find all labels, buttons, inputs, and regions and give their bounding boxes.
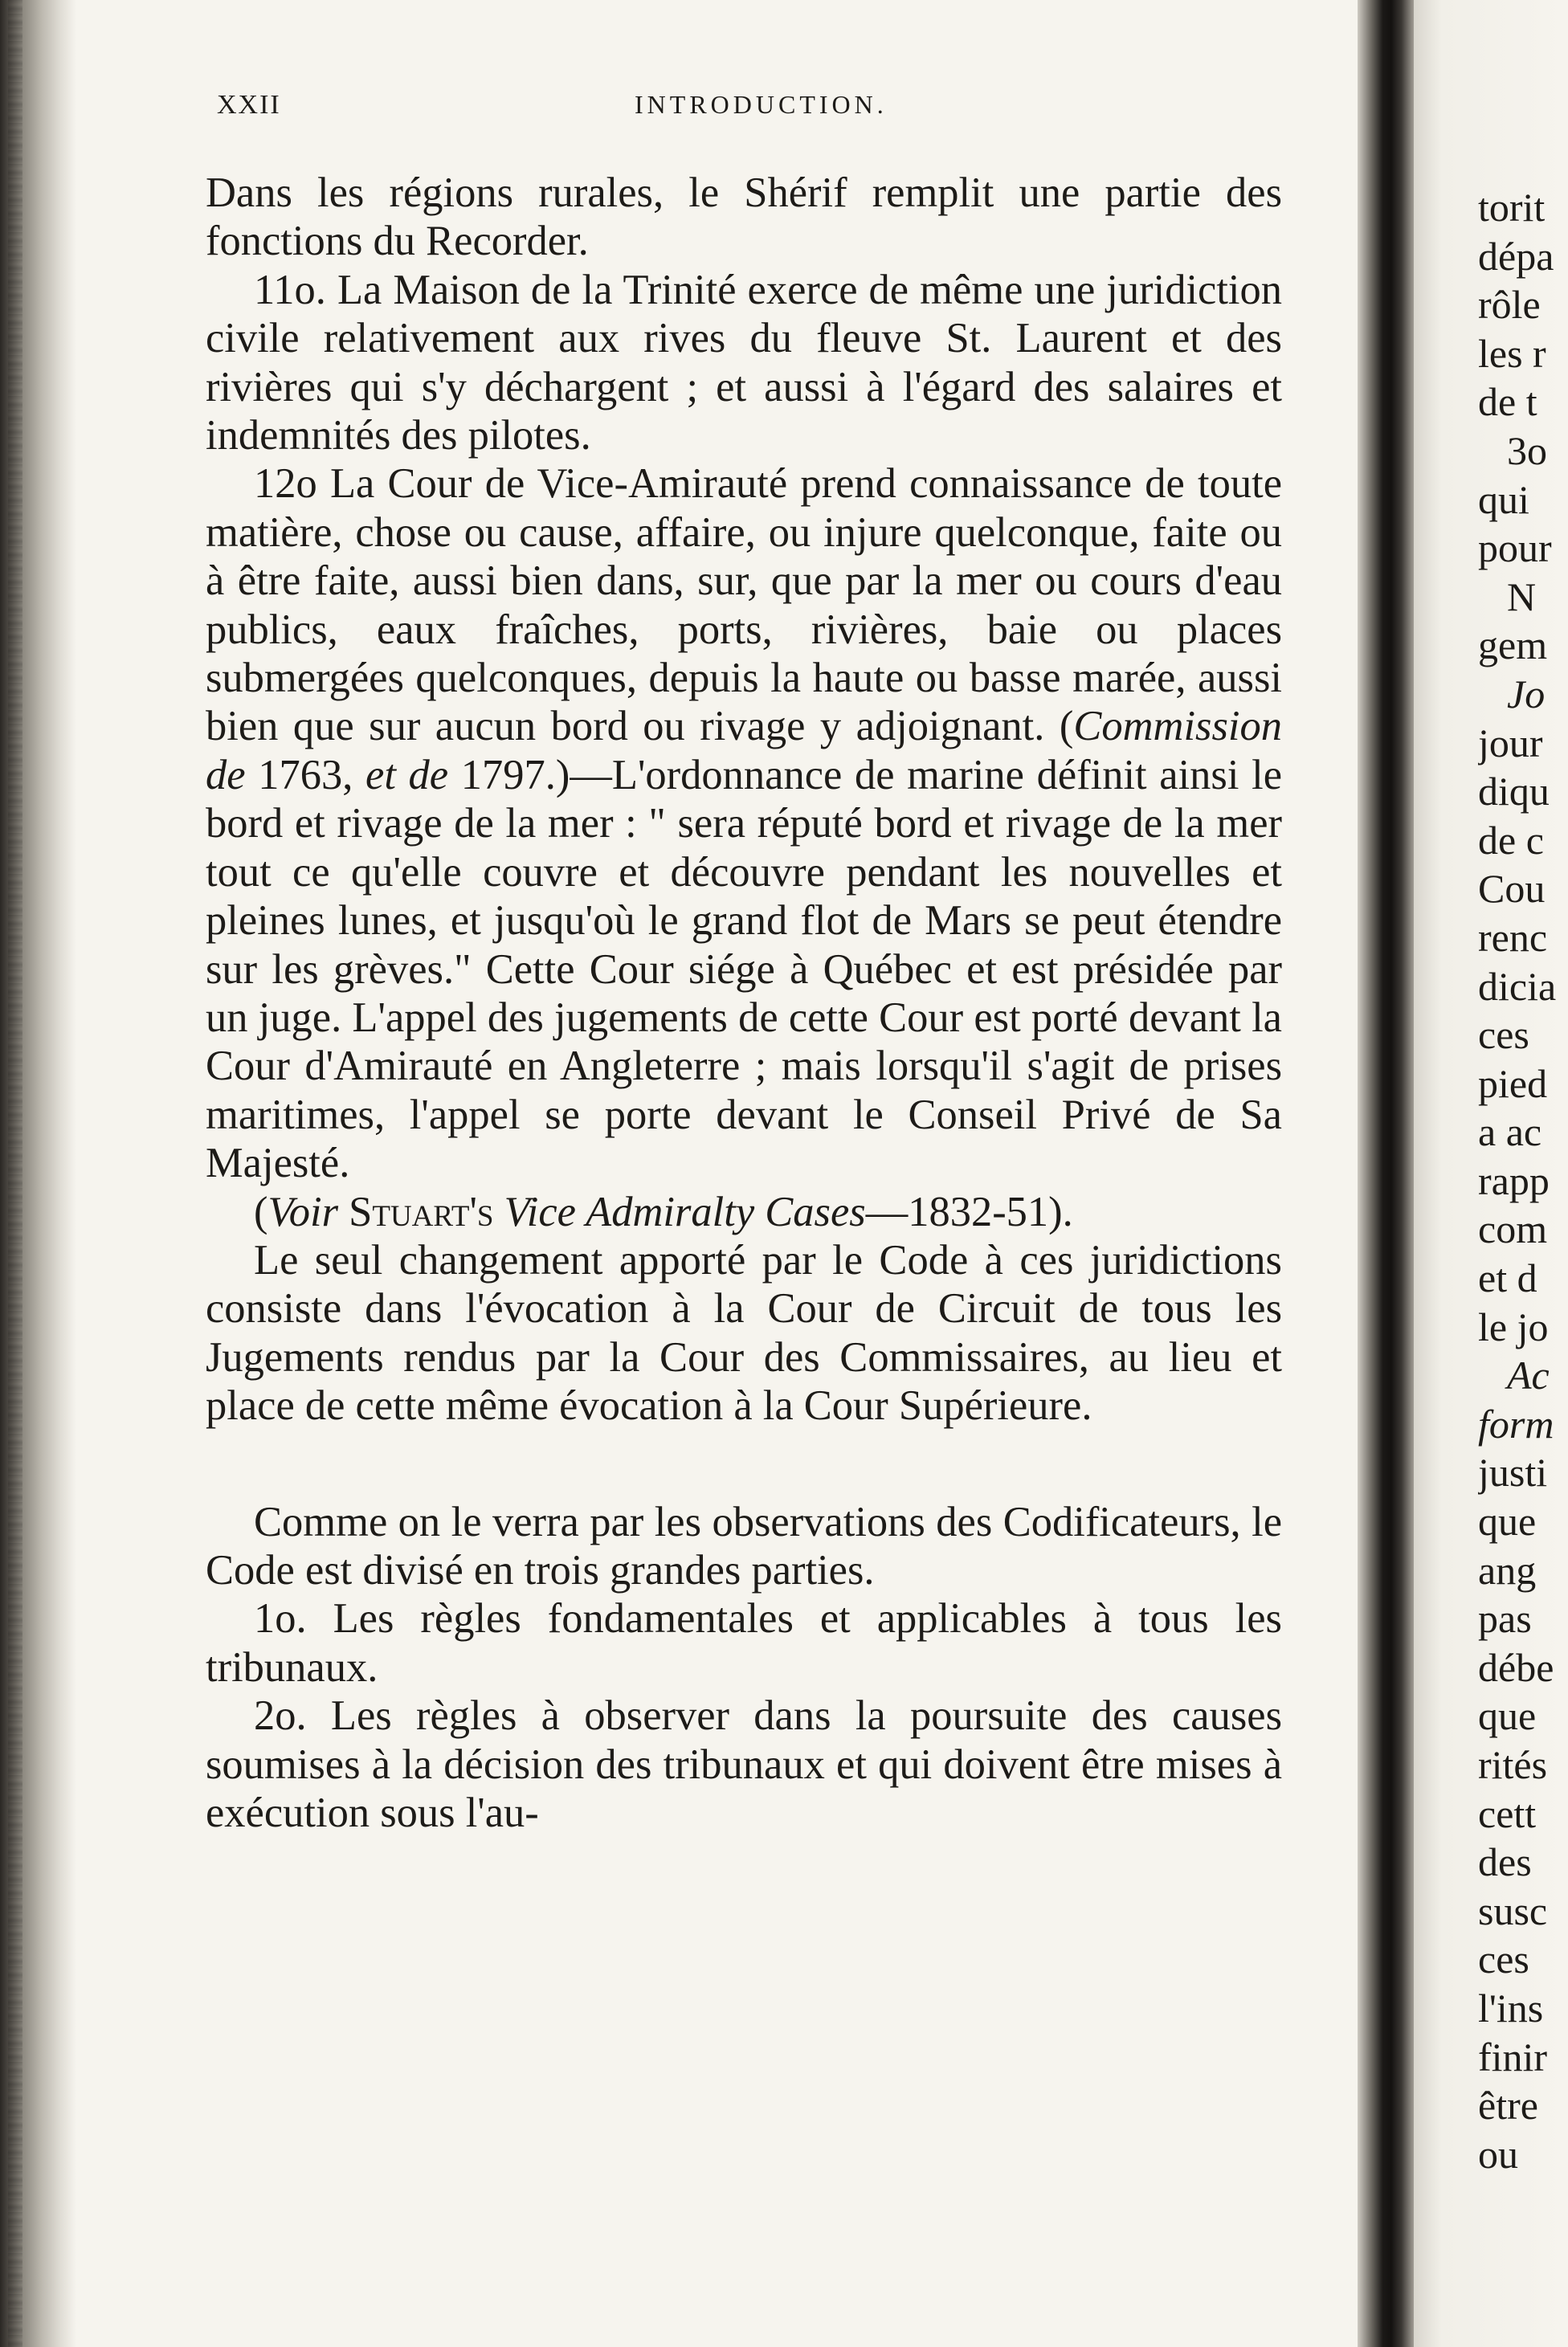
fragment-line: l'ins [1478,1985,1544,2031]
fragment-line: 3o [1507,427,1547,473]
section-gap [206,1431,1282,1498]
vice-admiralty-text-c: 1797.)—L'ordonnance de marine définit ainsi le bord et rivage de la mer : " sera réputé bord et rivage de la mer tout ce qu'elle couvre et découvre pendant les nouvelles et pleines lunes, et jusqu'où le grand flot de Mars se peut étendre sur les grèves." Cette Cour siége à Québec et est présidée par un juge. L'appel des jugements de cette Cour est porté devant la Cour d'Amirauté en Angleterre ; mais lorsqu'il s'agit de prises maritimes, l'appel se porte devant le Conseil Privé de Sa Majesté. [206,751,1282,1187]
fragment-line: qui [1478,476,1529,522]
citation-commission: Commission de [206,703,1282,798]
fragment-line: justi [1478,1450,1548,1496]
fragment-line: susc [1478,1888,1548,1933]
book-gutter [1358,0,1414,2347]
facing-page-fragments [1478,183,1568,2178]
fragment-line: que [1478,1499,1537,1545]
citation-et-de: et de [365,751,449,798]
fragment-line: a ac [1478,1109,1542,1155]
fragment-line: Jo [1507,671,1546,716]
fragment-line: rapp [1478,1157,1550,1203]
running-header [217,90,1309,130]
fragment-line: com [1478,1206,1548,1252]
fragment-line: N [1507,573,1537,619]
fragment-line: ou [1478,2131,1518,2177]
fragment-line: Cou [1478,866,1546,912]
paragraph-sherif: Dans les régions rurales, le Shérif remplit une partie des fonctions du Recorder. [206,169,1282,265]
fragment-line: pas [1478,1596,1532,1642]
fragment-line: que [1478,1693,1537,1739]
fragment-line: cett [1478,1790,1537,1836]
stuart-author: Stuart's [349,1188,494,1235]
stuart-close: —1832-51). [865,1188,1073,1235]
paragraph-trinity-house: 11o. La Maison de la Trinité exerce de même une juridiction civile relativement aux rives du fleuve St. Laurent et des rivières qui s'y déchargent ; et aussi à l'égard des salaires et indemnités des pilotes. [206,266,1282,459]
fragment-line: renc [1478,914,1548,960]
fragment-line: form [1478,1401,1554,1447]
fragment-line: des [1478,1839,1532,1885]
fragment-line: dicia [1478,963,1557,1009]
stuart-voir: Voir [267,1188,339,1235]
fragment-line: pour [1478,525,1552,571]
fragment-line: gem [1478,622,1548,668]
paragraph-code-division: Comme on le verra par les observations des Codificateurs, le Code est divisé en trois grandes parties. [206,1498,1282,1594]
fragment-line: pied [1478,1060,1548,1106]
paragraph-vice-admiralty [206,459,1282,1187]
vice-admiralty-text-b: 1763, [245,751,366,798]
fragment-line: les r [1478,330,1546,376]
fragment-line: jour [1478,720,1543,765]
fragment-line: torit [1478,185,1546,230]
fragment-line: finir [1478,2034,1548,2080]
fragment-line: diqu [1478,769,1550,814]
fragment-line: ces [1478,1012,1529,1058]
paragraph-part-one: 1o. Les règles fondamentales et applicables à tous les tribunaux. [206,1595,1282,1691]
fragment-line: dépa [1478,233,1554,279]
stuart-title: Vice Admiralty Cases [504,1188,866,1235]
fragment-line: le jo [1478,1304,1549,1349]
binding-shadow-left [0,0,76,2347]
running-title: INTRODUCTION. [635,90,888,119]
paragraph-citation-stuart [206,1188,1282,1236]
fragment-line: débe [1478,1644,1554,1690]
vice-admiralty-text-a: 12o La Cour de Vice-Amirauté prend connaissance de toute matière, chose ou cause, affaire, ou injure quelconque, faite ou à être faite, aussi bien dans, sur, que par la mer ou cours d'eau publics, eaux fraîches, ports, rivières, baie ou places submergées quelconques, depuis la haute ou basse marée, aussi bien que sur aucun bord ou rivage y adjoignant. ( [206,460,1282,750]
fragment-line: de c [1478,817,1544,863]
paragraph-code-change: Le seul changement apporté par le Code à ces juridictions consiste dans l'évocation à la Cour de Circuit de tous les Jugements rendus par la Cour des Commissaires, au lieu et place de cette même évocation à la Cour Supérieure. [206,1236,1282,1430]
stuart-open: ( [254,1188,268,1235]
fragment-line: rôle [1478,282,1541,328]
fragment-line: et d [1478,1255,1537,1301]
fragment-line: ang [1478,1547,1537,1593]
fragment-line: être [1478,2083,1538,2129]
fragment-line: Ac [1507,1353,1550,1398]
fragment-line: de t [1478,379,1537,425]
page-number: XXII [217,90,281,120]
fragment-line: ces [1478,1937,1529,1982]
main-text-block [206,169,1282,1837]
paragraph-part-two: 2o. Les règles à observer dans la poursuite des causes soumises à la décision des tribunaux et qui doivent être mises à exécution sous l'au- [206,1692,1282,1836]
fragment-line: rités [1478,1742,1548,1787]
